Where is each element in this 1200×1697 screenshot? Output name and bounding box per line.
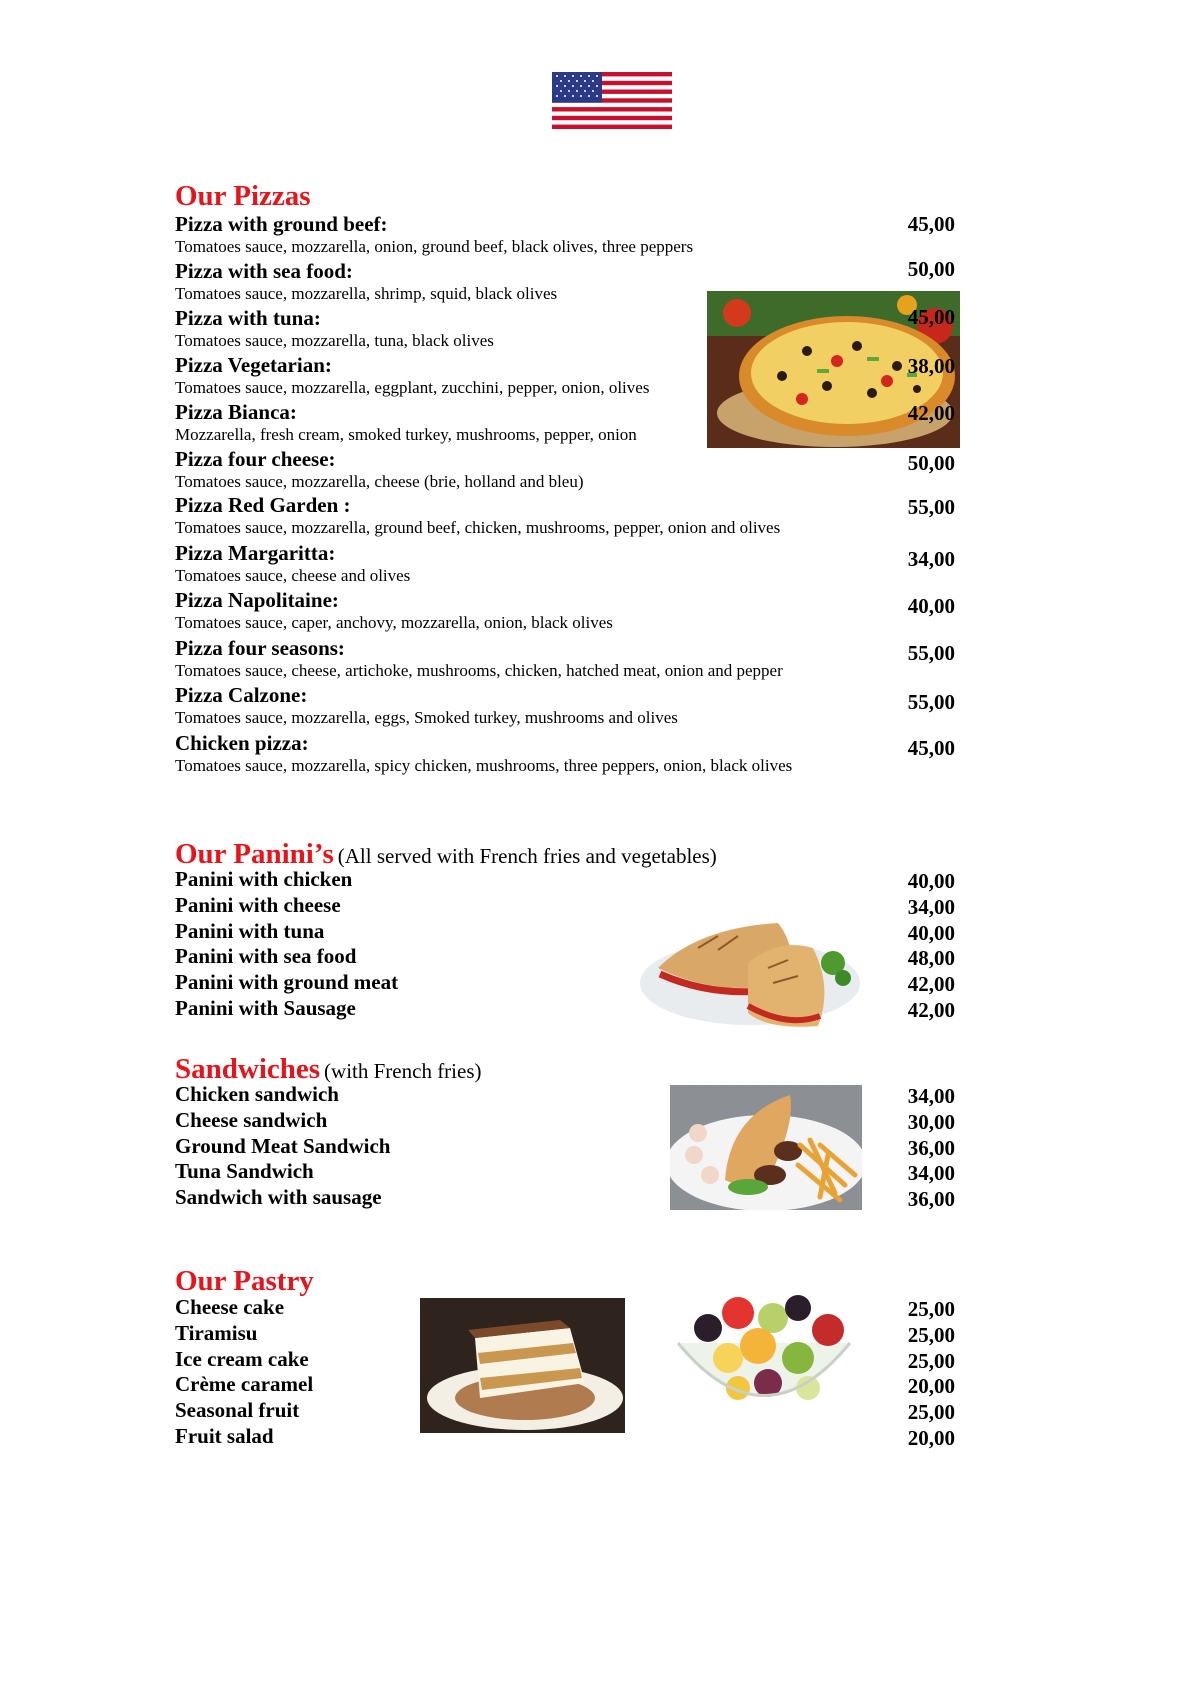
panini-item-name: Panini with tuna [175, 918, 325, 943]
pastry-item-price: 25,00 [907, 1400, 955, 1425]
pastry-item-name: Fruit salad [175, 1424, 274, 1448]
sandwich-item-price: 30,00 [907, 1109, 955, 1134]
tiramisu-photo [420, 1298, 625, 1433]
pizza-item-price: 55,00 [907, 495, 955, 519]
pizza-item-desc: Tomatoes sauce, mozzarella, ground beef, chicken, mushrooms, pepper, onion and olives [175, 518, 781, 537]
sandwiches-note: (with French fries) [324, 1059, 482, 1083]
pizza-item-price: 38,00 [907, 354, 955, 378]
sandwich-item-name: Tuna Sandwich [175, 1159, 314, 1184]
pizza-item-name: Pizza Calzone: [175, 683, 308, 707]
pastry-title: Our Pastry [175, 1265, 314, 1297]
pizza-item-price: 40,00 [907, 594, 955, 618]
pizza-item-desc: Tomatoes sauce, mozzarella, eggplant, zucchini, pepper, onion, olives [175, 378, 650, 397]
panini-item-name: Panini with sea food [175, 944, 357, 969]
pizza-item-price: 45,00 [907, 212, 955, 236]
pizza-item-name: Pizza Vegetarian: [175, 353, 332, 377]
pizza-item-desc: Tomatoes sauce, cheese and olives [175, 566, 411, 585]
pizza-item-name: Pizza Napolitaine: [175, 588, 339, 612]
sandwich-item-name: Cheese sandwich [175, 1107, 328, 1132]
pizza-item-name: Pizza four cheese: [175, 447, 336, 471]
pastry-item-name: Cheese cake [175, 1295, 285, 1319]
pizza-item-name: Pizza Bianca: [175, 400, 297, 424]
pizza-item-desc: Tomatoes sauce, mozzarella, eggs, Smoked turkey, mushrooms and olives [175, 708, 678, 727]
pastry-item-name: Seasonal fruit [175, 1398, 300, 1423]
pastry-item-price: 25,00 [907, 1348, 955, 1373]
pizza-item-name: Pizza with tuna: [175, 306, 321, 330]
pizza-item-name: Pizza Red Garden : [175, 493, 351, 517]
sandwich-item-price: 34,00 [907, 1084, 955, 1108]
paninis-title-text: Our Panini’s [175, 838, 334, 870]
sandwiches-title-text: Sandwiches [175, 1053, 321, 1085]
sandwich-item-price: 36,00 [907, 1135, 955, 1160]
sandwich-item-name: Chicken sandwich [175, 1082, 339, 1106]
pizza-item-desc: Tomatoes sauce, caper, anchovy, mozzarella, onion, black olives [175, 613, 613, 632]
pizza-item-desc: Tomatoes sauce, mozzarella, cheese (brie, holland and bleu) [175, 472, 584, 491]
pizza-item-price: 34,00 [907, 547, 955, 571]
pizza-item-price: 45,00 [907, 736, 955, 760]
panini-item-name: Panini with Sausage [175, 996, 356, 1020]
pizza-item-desc: Tomatoes sauce, mozzarella, tuna, black olives [175, 331, 494, 350]
pizza-item-name: Pizza with ground beef: [175, 212, 388, 236]
pizzas-title: Our Pizzas [175, 180, 311, 212]
pizza-item-price: 42,00 [907, 401, 955, 425]
pizza-item-desc: Tomatoes sauce, mozzarella, shrimp, squid, black olives [175, 284, 558, 303]
pizza-item-desc: Tomatoes sauce, mozzarella, spicy chicken, mushrooms, three peppers, onion, black olives [175, 756, 793, 775]
paninis-note: (All served with French fries and vegetables) [337, 844, 717, 868]
panini-item-name: Panini with cheese [175, 892, 341, 917]
pizza-item-desc: Tomatoes sauce, mozzarella, onion, ground beef, black olives, three peppers [175, 237, 694, 256]
us-flag-icon [552, 72, 672, 129]
panini-item-price: 40,00 [907, 920, 955, 945]
panini-item-price: 42,00 [907, 972, 955, 997]
pizza-item-name: Pizza Margaritta: [175, 541, 336, 565]
pizza-item-price: 55,00 [907, 690, 955, 714]
pizza-item-name: Pizza four seasons: [175, 636, 345, 660]
panini-item-name: Panini with chicken [175, 867, 353, 891]
pastry-item-price: 20,00 [907, 1374, 955, 1399]
panini-item-price: 42,00 [907, 998, 955, 1022]
sandwich-item-name: Sandwich with sausage [175, 1185, 382, 1210]
pizza-item-desc: Mozzarella, fresh cream, smoked turkey, mushrooms, pepper, onion [175, 425, 637, 444]
pastry-item-price: 25,00 [907, 1297, 955, 1321]
panini-item-price: 40,00 [907, 869, 955, 893]
panini-item-price: 34,00 [907, 894, 955, 919]
sandwich-item-price: 34,00 [907, 1161, 955, 1186]
pizza-item-price: 45,00 [907, 305, 955, 329]
pizza-item-price: 50,00 [907, 451, 955, 475]
fruit-salad-photo [668, 1288, 860, 1438]
pizza-item-price: 55,00 [907, 641, 955, 665]
sandwich-photo [670, 1085, 862, 1210]
pastry-item-name: Crème caramel [175, 1372, 314, 1397]
pastry-item-price: 25,00 [907, 1322, 955, 1347]
pizza-item-price: 50,00 [907, 257, 955, 281]
sandwich-item-price: 36,00 [907, 1187, 955, 1212]
sandwich-item-name: Ground Meat Sandwich [175, 1133, 391, 1158]
pastry-item-price: 20,00 [907, 1426, 955, 1450]
panini-photo [638, 888, 863, 1038]
panini-item-name: Panini with ground meat [175, 970, 399, 995]
pastry-item-name: Tiramisu [175, 1320, 258, 1345]
pizza-item-name: Chicken pizza: [175, 731, 309, 755]
pizza-item-name: Pizza with sea food: [175, 259, 353, 283]
pastry-item-name: Ice cream cake [175, 1346, 309, 1371]
pizza-item-desc: Tomatoes sauce, cheese, artichoke, mushrooms, chicken, hatched meat, onion and pepper [175, 661, 783, 680]
panini-item-price: 48,00 [907, 946, 955, 971]
